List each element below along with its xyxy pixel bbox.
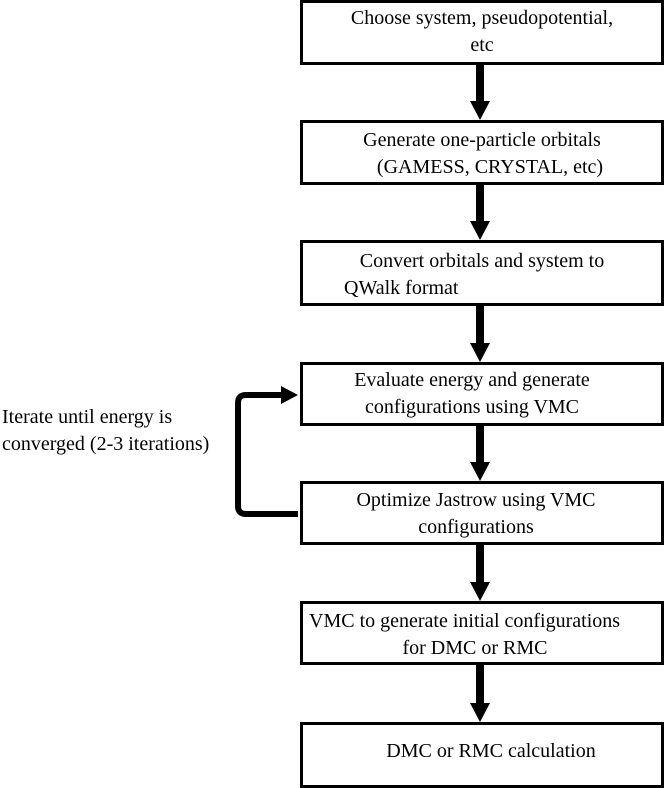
step-6-line-1: VMC to generate initial configurations xyxy=(309,610,621,632)
arrow-5-6 xyxy=(470,545,490,601)
step-dmc-rmc-calculation xyxy=(300,722,664,788)
step-vmc-initial-configurations xyxy=(300,601,664,665)
step-generate-orbitals xyxy=(300,120,664,185)
arrow-4-5 xyxy=(470,426,490,481)
step-3-line-1: Convert orbitals and system to xyxy=(359,250,605,272)
step-optimize-jastrow xyxy=(300,481,664,545)
loop-label-line-2: converged (2-3 iterations) xyxy=(2,433,210,455)
arrow-2-3 xyxy=(470,185,490,240)
arrow-1-2 xyxy=(470,65,490,120)
iteration-loop-label xyxy=(2,404,209,458)
step-2-line-2: (GAMESS, CRYSTAL, etc) xyxy=(376,156,604,178)
step-5-line-2: configurations xyxy=(418,516,534,538)
arrow-3-4 xyxy=(470,306,490,362)
step-choose-system xyxy=(300,0,664,65)
step-6-line-2: for DMC or RMC xyxy=(402,637,548,659)
step-2-line-1: Generate one-particle orbitals xyxy=(363,129,601,151)
arrow-6-7 xyxy=(470,665,490,722)
step-5-line-1: Optimize Jastrow using VMC xyxy=(356,489,596,511)
step-3-line-2: QWalk format xyxy=(344,277,459,299)
step-convert-orbitals xyxy=(300,240,664,306)
step-4-line-1: Evaluate energy and generate xyxy=(354,369,590,391)
step-1-line-2: etc xyxy=(470,34,494,56)
step-4-line-2: configurations using VMC xyxy=(364,396,580,418)
loop-label-line-1: Iterate until energy is xyxy=(2,406,173,428)
iteration-loop-arrow xyxy=(238,386,298,514)
step-1-line-1: Choose system, pseudopotential, xyxy=(350,7,614,29)
step-7-line-1: DMC or RMC calculation xyxy=(386,740,596,762)
step-evaluate-energy xyxy=(300,362,664,426)
